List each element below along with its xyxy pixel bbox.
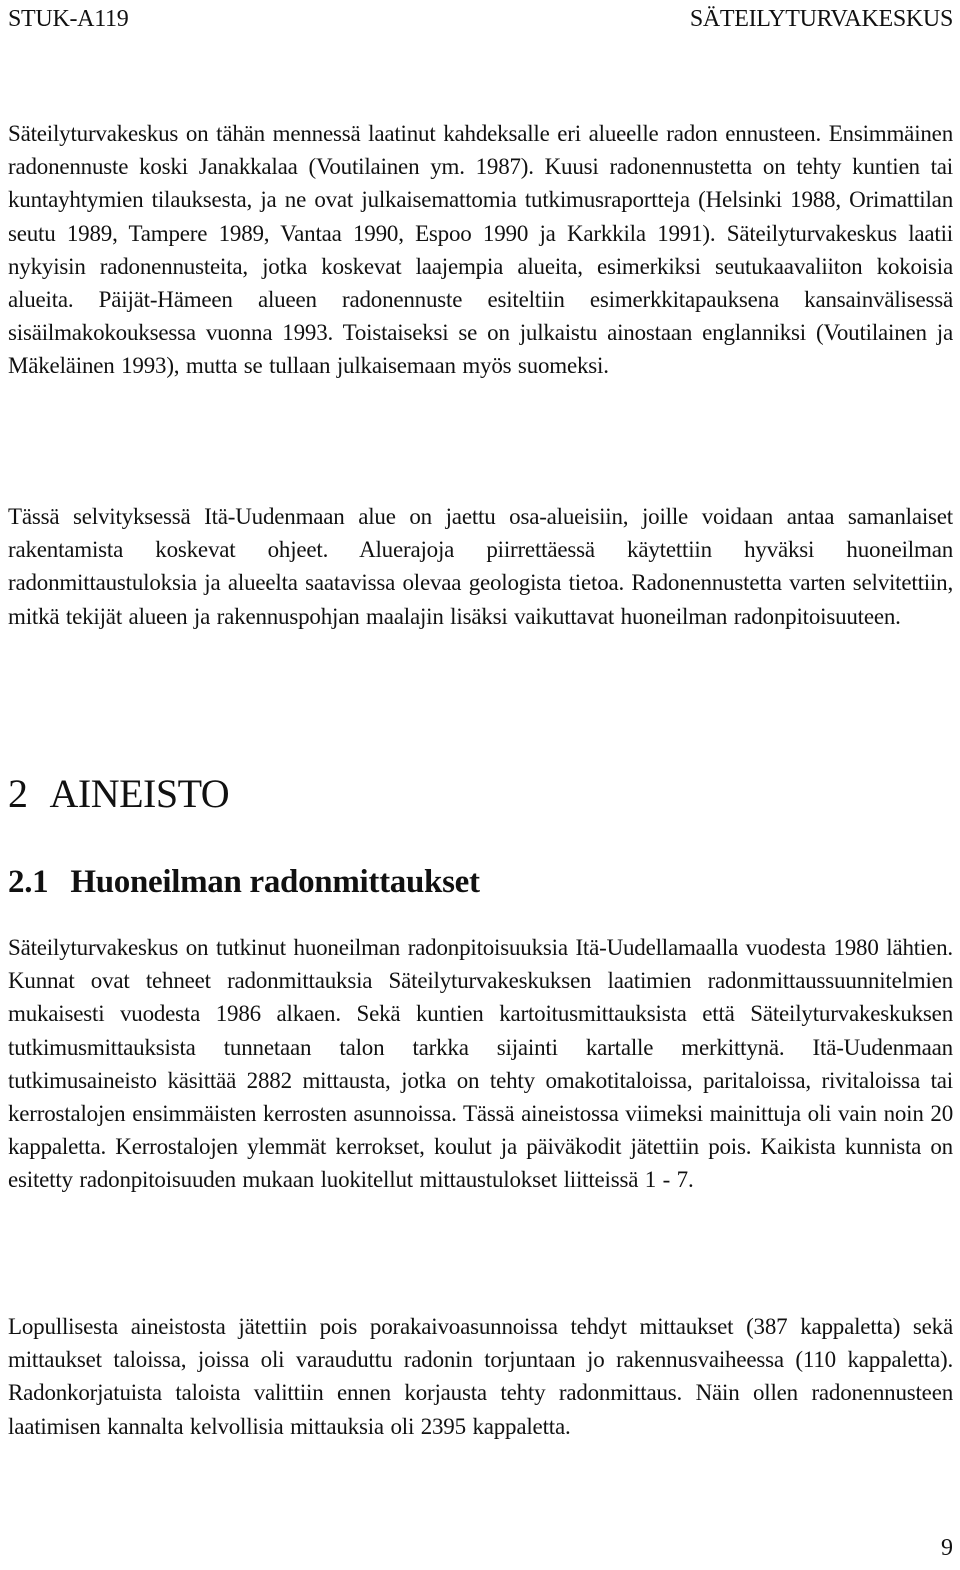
chapter-number: 2: [8, 771, 28, 816]
section-heading: [8, 860, 480, 904]
section-title: Huoneilman radonmittaukset: [70, 864, 480, 900]
section-number: 2.1: [8, 864, 49, 900]
page-number: 9: [941, 1535, 953, 1561]
paragraph-final-dataset: Lopullisesta aineistosta jätettiin pois porakaivoasunnoissa tehdyt mittaukset (387 kappaletta) sekä mittaukset taloissa, joissa oli varauduttu radonin torjuntaan jo rakennusvaiheessa (110 kappaletta). Radonkorjatuista taloista valittiin ennen korjausta tehty radonmittaus. Näin ollen radonennusteen laatimisen kannalta kelvollisia mittauksia oli 2395 kappaletta.: [8, 1314, 953, 1439]
chapter-heading: [8, 770, 229, 818]
running-header: [8, 4, 953, 34]
paragraph-study-area: Tässä selvityksessä Itä-Uudenmaan alue on jaettu osa-alueisiin, joille voidaan antaa samanlaiset rakentamista koskevat ohjeet. Aluerajoja piirrettäessä käytettiin hyväksi huoneilman radonmittaustuloksia ja alueelta saatavissa olevaa geologista tietoa. Radonennustetta varten selvitettiin, mitkä tekijät alueen ja rakennuspohjan maalajin lisäksi vaikuttavat huoneilman radonpitoisuuteen.: [8, 504, 953, 629]
chapter-title: AINEISTO: [49, 771, 230, 816]
report-code: STUK-A119: [8, 6, 129, 32]
paragraph-measurements: Säteilyturvakeskus on tutkinut huoneilman radonpitoisuuksia Itä-Uudellamaalla vuodesta 1980 lähtien. Kunnat ovat tehneet radonmittauksia Säteilyturvakeskuksen laatimien radonmittaussuunnitelmien mukaisesti vuodesta 1986 alkaen. Sekä kuntien kartoitusmittauksista että Säteilyturvakeskuksen tutkimusmittauksista tunnetaan talon tarkka sijainti kartalle merkittynä. Itä-Uudenmaan tutkimusaineisto käsittää 2882 mittausta, jotka on tehty omakotitaloissa, paritaloissa, rivitaloissa tai kerrostalojen ensimmäisten kerrosten asunnoissa. Tässä aineistossa viimeksi mainittuja oli vain noin 20 kappaletta. Kerrostalojen ylemmät kerrokset, koulut ja päiväkodit jätettiin pois. Kaikista kunnista on esitetty radonpitoisuuden mukaan luokitellut mittaustulokset liitteissä 1 - 7.: [8, 935, 953, 1193]
publisher-name: SÄTEILYTURVAKESKUS: [689, 6, 953, 32]
paragraph-previous-forecasts: Säteilyturvakeskus on tähän mennessä laatinut kahdeksalle eri alueelle radon ennusteen. Ensimmäinen radonennuste koski Janakkalaa (Voutilainen ym. 1987). Kuusi radonennustetta on tehty kuntien tai kuntayhtymien tilauksesta, ja ne ovat julkaisemattomia tutkimusraportteja (Helsinki 1988, Orimattilan seutu 1989, Tampere 1989, Vantaa 1990, Espoo 1990 ja Karkkila 1991). Säteilyturvakeskus laatii nykyisin radonennusteita, jotka koskevat laajempia alueita, esimerkiksi seutukaavaliiton kokoisia alueita. Päijät-Hämeen alueen radonennuste esiteltiin esimerkkitapauksena kansainvälisessä sisäilmakokouksessa vuonna 1993. Toistaiseksi se on julkaistu ainostaan englanniksi (Voutilainen ja Mäkeläinen 1993), mutta se tullaan julkaisemaan myös suomeksi.: [8, 121, 953, 379]
